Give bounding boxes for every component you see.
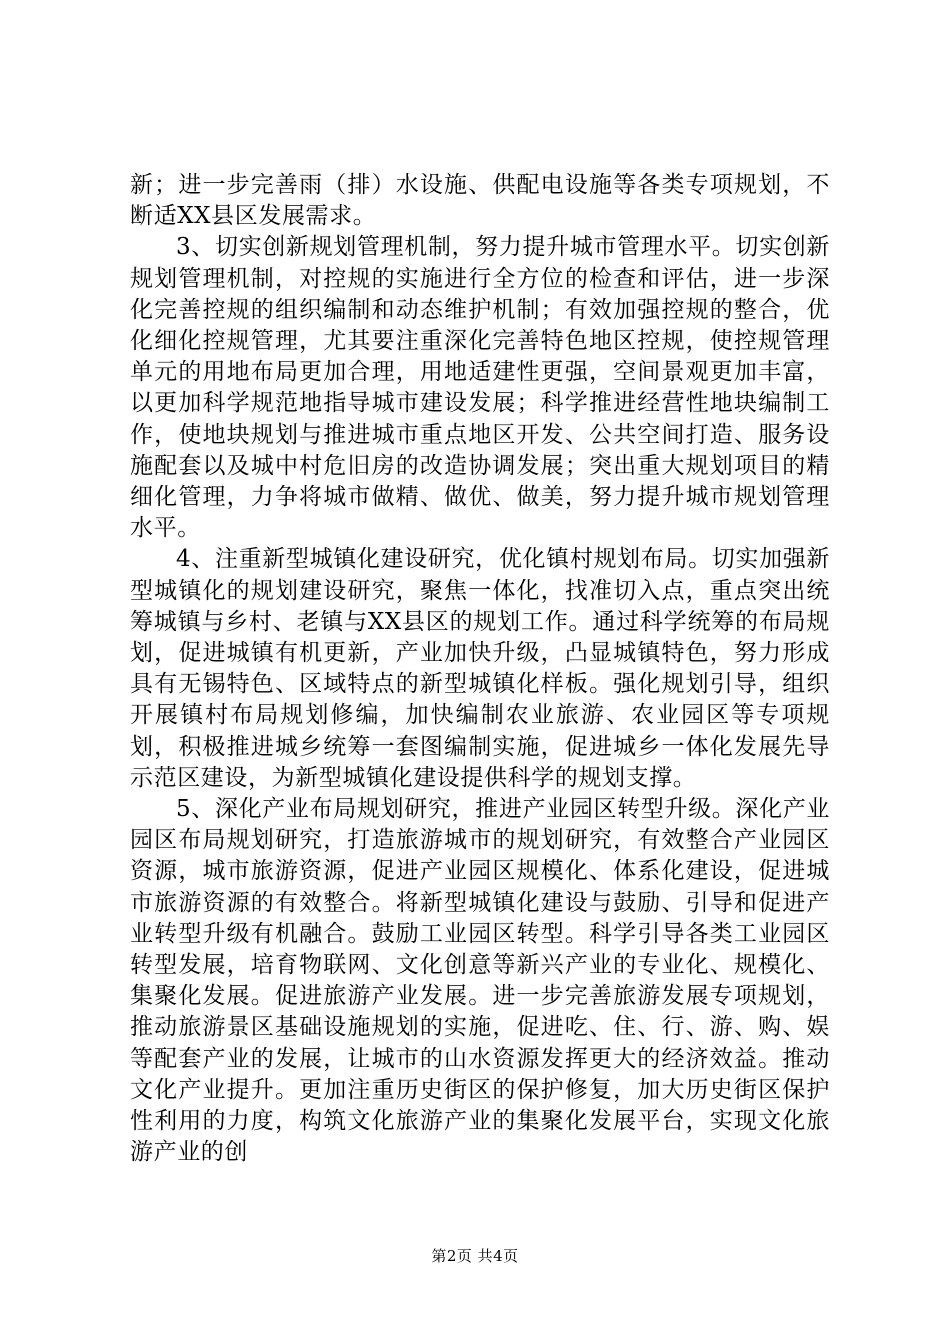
- paragraph-continuation: 新；进一步完善雨（排）水设施、供配电设施等各类专项规划，不断适XX县区发展需求。: [130, 172, 830, 230]
- paragraph-item-3: 3、切实创新规划管理机制，努力提升城市管理水平。切实创新规划管理机制，对控规的实施进行全方位的检查和评估，进一步深化完善控规的组织编制和动态维护机制；有效加强控规的整合，优化细化控规管理，尤其要注重深化完善特色地区控规，使控规管理单元的用地布局更加合理，用地适建性更强，空间景观更加丰富，以更加科学规范地指导城市建设发展；科学推进经营性地块编制工作，使地块规划与推进城市重点地区开发、公共空间打造、服务设施配套以及城中村危旧房的改造协调发展；突出重大规划项目的精细化管理，力争将城市做精、做优、做美，努力提升城市规划管理水平。: [130, 234, 830, 542]
- page-footer: [0, 1246, 950, 1266]
- page-number-label: 第2页 共4页: [431, 1247, 519, 1265]
- paragraph-item-4: 4、注重新型城镇化建设研究，优化镇村规划布局。切实加强新型城镇化的规划建设研究，聚焦一体化，找准切入点，重点突出统筹城镇与乡村、老镇与XX县区的规划工作。通过科学统筹的布局规划，促进城镇有机更新，产业加快升级，凸显城镇特色，努力形成具有无锡特色、区域特点的新型城镇化样板。强化规划引导，组织开展镇村布局规划修编，加快编制农业旅游、农业园区等专项规划，积极推进城乡统筹一套图编制实施，促进城乡一体化发展先导示范区建设，为新型城镇化建设提供科学的规划支撑。: [130, 546, 830, 791]
- paragraph-item-5: 5、深化产业布局规划研究，推进产业园区转型升级。深化产业园区布局规划研究，打造旅游城市的规划研究，有效整合产业园区资源，城市旅游资源，促进产业园区规模化、体系化建设，促进城市旅游资源的有效整合。将新型城镇化建设与鼓励、引导和促进产业转型升级有机融合。鼓励工业园区转型。科学引导各类工业园区转型发展，培育物联网、文化创意等新兴产业的专业化、规模化、集聚化发展。促进旅游产业发展。进一步完善旅游发展专项规划，推动旅游景区基础设施规划的实施，促进吃、住、行、游、购、娱等配套产业的发展，让城市的山水资源发挥更大的经济效益。推动文化产业提升。更加注重历史街区的保护修复，加大历史街区保护性利用的力度，构筑文化旅游产业的集聚化发展平台，实现文化旅游产业的创: [130, 796, 830, 1166]
- document-body: [130, 170, 830, 1169]
